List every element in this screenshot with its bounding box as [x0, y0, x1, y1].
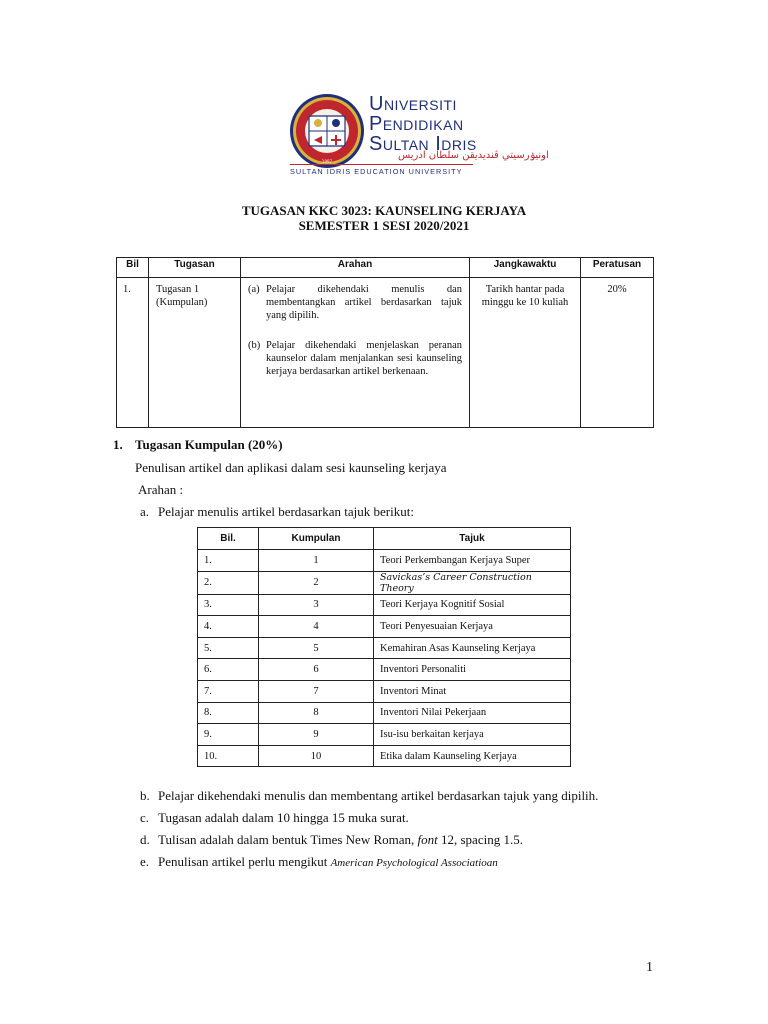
university-name-english: SULTAN IDRIS EDUCATION UNIVERSITY [290, 167, 463, 176]
topic-table-header-row [198, 528, 571, 550]
tugasan-line-2: (Kumpulan) [156, 297, 208, 308]
arahan-b-text: Pelajar dikehendaki menjelaskan peranan kaunselor dalam menjalankan sesi kaunseling kerjaya berdasarkan artikel berkenaan. [266, 340, 462, 377]
topic-tajuk: Teori Penyesuaian Kerjaya [374, 616, 571, 638]
topic-table [197, 527, 571, 767]
topic-kumpulan: 1 [259, 550, 374, 572]
list-item-e-text [158, 854, 498, 870]
topic-bil: 2. [198, 571, 259, 594]
topic-tajuk: Inventori Personaliti [374, 659, 571, 681]
topic-header-bil: Bil. [198, 528, 259, 550]
svg-text:1997: 1997 [321, 159, 333, 164]
logo-divider [290, 164, 473, 165]
cell-jangkawaktu: Tarikh hantar pada minggu ke 10 kuliah [470, 278, 581, 428]
table-row [198, 550, 571, 572]
topic-tajuk: Savickas’s Career Construction Theory [374, 571, 571, 594]
topic-kumpulan: 6 [259, 659, 374, 681]
list-item-c-text: Tugasan adalah dalam 10 hingga 15 muka surat. [158, 810, 409, 825]
task-table-header-row [117, 258, 654, 278]
table-row [198, 745, 571, 767]
arahan-item-b [248, 339, 462, 378]
topic-kumpulan: 2 [259, 571, 374, 594]
task-table-row [117, 278, 654, 428]
university-name-jawi: اونيۏرسيتي ڤنديديقن سلطان ادريس [398, 150, 549, 161]
topic-kumpulan: 10 [259, 745, 374, 767]
arahan-a-text: Pelajar dikehendaki menulis dan membentangkan artikel berdasarkan tajuk yang dipilih. [266, 284, 462, 321]
table-row [198, 659, 571, 681]
university-seal-logo [289, 93, 365, 169]
section-number: 1. [113, 437, 123, 452]
list-item-d-label: d. [140, 832, 150, 847]
topic-bil: 10. [198, 745, 259, 767]
topic-bil: 4. [198, 616, 259, 638]
section-description: Penulisan artikel dan aplikasi dalam sesi kaunseling kerjaya [135, 460, 447, 475]
arahan-b-label: (b) [248, 340, 261, 351]
topic-bil: 3. [198, 594, 259, 616]
list-item-d-post: 12, spacing 1.5. [437, 832, 523, 847]
topic-kumpulan: 3 [259, 594, 374, 616]
task-table [116, 257, 654, 428]
list-item-c-label: c. [140, 810, 150, 825]
table-row [198, 680, 571, 702]
topic-bil: 7. [198, 680, 259, 702]
topic-tajuk: Kemahiran Asas Kaunseling Kerjaya [374, 637, 571, 659]
list-item-a-label: a. [140, 504, 150, 519]
header-jangkawaktu: Jangkawaktu [470, 258, 581, 278]
topic-kumpulan: 5 [259, 637, 374, 659]
cell-tugasan [149, 278, 241, 428]
table-row [198, 637, 571, 659]
table-row [198, 571, 571, 594]
list-item-b-label: b. [140, 788, 150, 803]
university-name-line-2: Pendidikan [369, 113, 464, 135]
topic-kumpulan: 9 [259, 724, 374, 746]
topic-kumpulan: 4 [259, 616, 374, 638]
topic-bil: 6. [198, 659, 259, 681]
document-subtitle: SEMESTER 1 SESI 2020/2021 [298, 218, 470, 233]
page-number: 1 [646, 960, 653, 975]
arahan-item-a [248, 283, 462, 322]
cell-arahan [241, 278, 470, 428]
topic-bil: 9. [198, 724, 259, 746]
topic-header-tajuk: Tajuk [374, 528, 571, 550]
list-item-b-text: Pelajar dikehendaki menulis dan membentang artikel berdasarkan tajuk yang dipilih. [158, 788, 599, 803]
topic-tajuk: Inventori Minat [374, 680, 571, 702]
topic-tajuk: Teori Perkembangan Kerjaya Super [374, 550, 571, 572]
list-item-a-text: Pelajar menulis artikel berdasarkan tajuk berikut: [158, 504, 414, 519]
topic-tajuk: Isu-isu berkaitan kerjaya [374, 724, 571, 746]
topic-tajuk: Etika dalam Kaunseling Kerjaya [374, 745, 571, 767]
university-name-line-1: Universiti [369, 93, 457, 115]
topic-header-kumpulan: Kumpulan [259, 528, 374, 550]
section-heading: Tugasan Kumpulan (20%) [135, 437, 283, 452]
topic-tajuk: Inventori Nilai Pekerjaan [374, 702, 571, 724]
topic-tajuk: Teori Kerjaya Kognitif Sosial [374, 594, 571, 616]
list-item-e-pre: Penulisan artikel perlu mengikut [158, 854, 331, 869]
header-bil: Bil [117, 258, 149, 278]
header-arahan: Arahan [241, 258, 470, 278]
tugasan-line-1: Tugasan 1 [156, 284, 200, 295]
cell-bil: 1. [117, 278, 149, 428]
arahan-a-label: (a) [248, 284, 260, 295]
list-item-d-text [158, 832, 523, 848]
list-item-e-label: e. [140, 854, 150, 869]
topic-kumpulan: 7 [259, 680, 374, 702]
document-title: TUGASAN KKC 3023: KAUNSELING KERJAYA [241, 203, 527, 218]
list-item-d-pre: Tulisan adalah dalam bentuk Times New Roman, [158, 832, 418, 847]
topic-kumpulan: 8 [259, 702, 374, 724]
list-item-d-italic: font [417, 832, 438, 847]
arahan-label: Arahan : [138, 482, 184, 497]
table-row [198, 702, 571, 724]
table-row [198, 594, 571, 616]
topic-bil: 5. [198, 637, 259, 659]
university-name-line-3: Sultan Idris [369, 133, 477, 155]
list-item-e-italic: American Psychological Associatioan [330, 857, 498, 869]
cell-peratusan: 20% [581, 278, 654, 428]
table-row [198, 724, 571, 746]
header-tugasan: Tugasan [149, 258, 241, 278]
table-row [198, 616, 571, 638]
topic-bil: 8. [198, 702, 259, 724]
header-peratusan: Peratusan [581, 258, 654, 278]
topic-bil: 1. [198, 550, 259, 572]
